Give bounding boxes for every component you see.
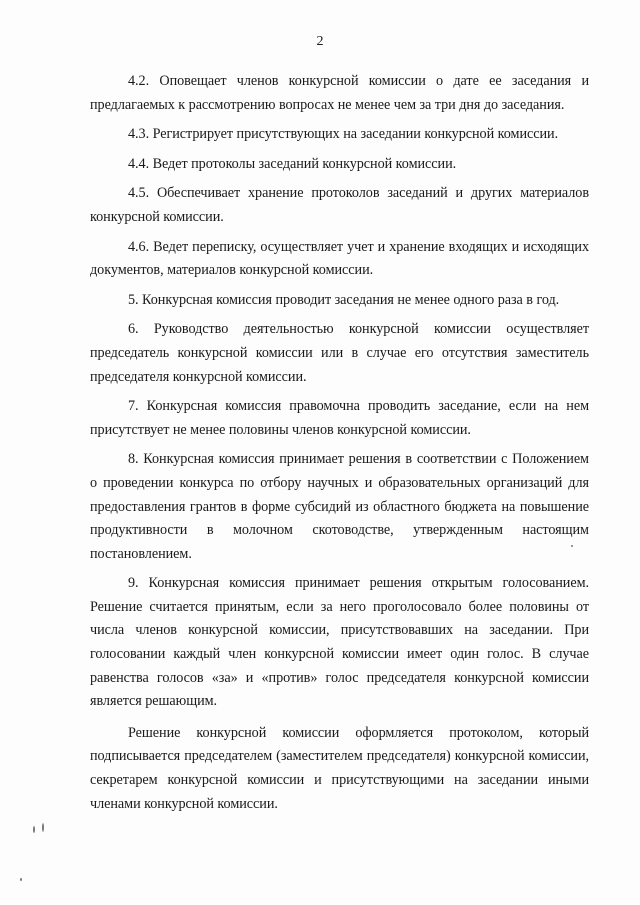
- paragraph-decision: Решение конкурсной комиссии оформляется протоколом, который подписывается председателем (заместителем председателя) конкурсной комиссии, секретарем конкурсной комиссии и присутствующими на заседании иными членами конкурсной комиссии.: [90, 724, 589, 812]
- paragraph-6: 6. Руководство деятельностью конкурсной комиссии осуществляет председатель конкурсной комиссии или в случае его отсутствия заместитель председателя конкурсной комиссии.: [90, 321, 589, 385]
- scan-speck: [571, 545, 573, 547]
- paragraph-4-5: 4.5. Обеспечивает хранение протоколов заседаний и других материалов конкурсной комиссии.: [90, 185, 589, 225]
- paragraph-4-4: 4.4. Ведет протоколы заседаний конкурсной комиссии.: [128, 155, 457, 172]
- document-body: [90, 70, 589, 822]
- paragraph-8: 8. Конкурсная комиссия принимает решения в соответствии с Положением о проведении конкурса по отбору научных и образовательных организаций для предоставления грантов в форме субсидий из областного бюджета на повышение продуктивности в молочном скотоводстве, утвержденным настоящим постановлением.: [90, 451, 589, 562]
- scan-speck: [42, 823, 44, 832]
- scan-speck: [20, 878, 22, 881]
- paragraph-4-3: 4.3. Регистрирует присутствующих на заседании конкурсной комиссии.: [128, 126, 559, 143]
- paragraph-4-2: 4.2. Оповещает членов конкурсной комиссии о дате ее заседания и предлагаемых к рассмотрению вопросах не менее чем за три дня до заседания.: [90, 73, 589, 113]
- paragraph-7: 7. Конкурсная комиссия правомочна проводить заседание, если на нем присутствует не менее половины членов конкурсной комиссии.: [90, 398, 589, 438]
- page-number: 2: [316, 34, 324, 49]
- paragraph-4-6: 4.6. Ведет переписку, осуществляет учет и хранение входящих и исходящих документов, материалов конкурсной комиссии.: [90, 238, 589, 279]
- paragraph-5: 5. Конкурсная комиссия проводит заседания не менее одного раза в год.: [128, 291, 560, 308]
- scan-speck: [33, 826, 35, 833]
- paragraph-9: 9. Конкурсная комиссия принимает решения открытым голосованием. Решение считается принятым, если за него проголосовало более половины от числа членов конкурсной комиссии, присутствовавших на заседании. При голосовании каждый член конкурсной комиссии имеет один голос. В случае равенства голосов «за» и «против» голос председателя конкурсной комиссии является решающим.: [90, 575, 589, 710]
